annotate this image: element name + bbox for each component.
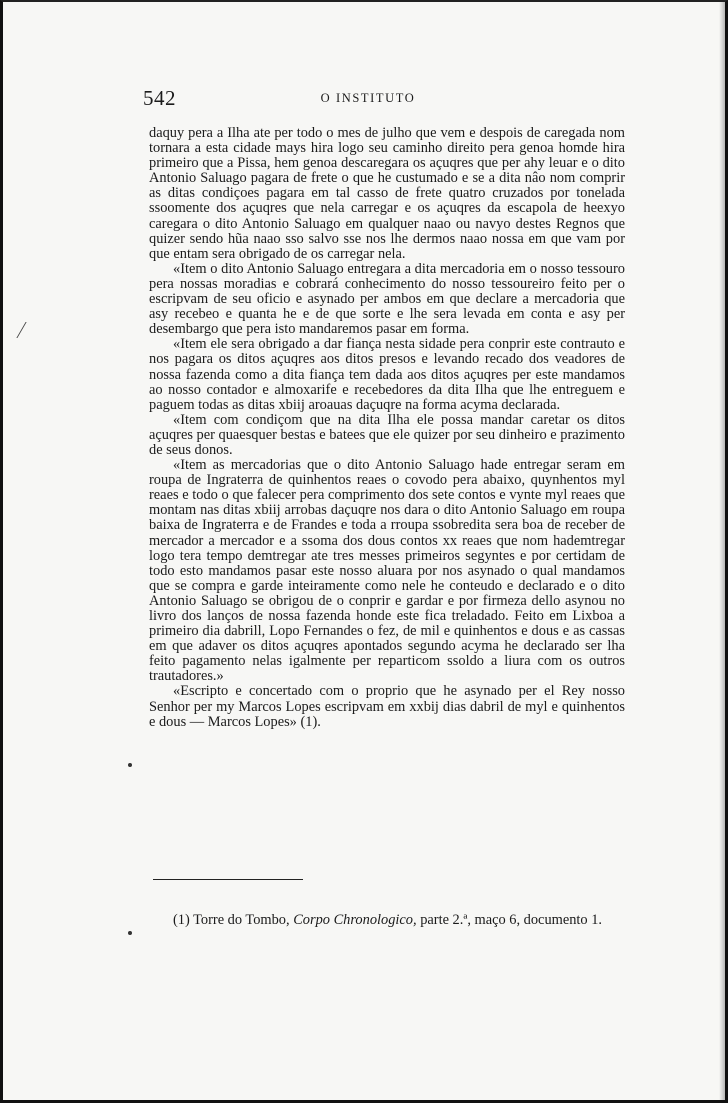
paragraph-6: «Escripto e concertado com o proprio que he asynado per el Rey nosso Senhor per my Marcos Lopes escripvam em xxbij dias dabril de myl e quinhentos e dous — Marcos Lopes» (1). (149, 683, 625, 730)
margin-mark (16, 322, 34, 338)
footnote-rule (153, 879, 303, 880)
paragraph-1: daquy pera a Ilha ate per todo o mes de julho que vem e despois de caregada nom tornara a esta cidade mays hira logo seu caminho direito pera genoa homde hira primeiro que a Pissa, hem genoa descaregara os açuqres que per ahy leuar e o dito Antonio Saluago pagara de frete o que he custumado e se a dita nâo nom comprir as ditas condiçoes pagara em tal casso de frete quatro cruzados por tonelada ssoomente dos açuqres que nela carregar e os açuqres da escapola de heexyo caregara o dito Antonio Saluago em qualquer naao ou navyo destes Regnos que quizer sendo hũa naao sso salvo sse nos lhe dermos naao nossa em que vam por que entam sera obrigado de os carregar nela. (149, 125, 625, 262)
margin-dot-icon (128, 931, 132, 935)
paragraph-3: «Item ele sera obrigado a dar fiança nesta sidade pera conprir este contrauto e nos pagara os ditos açuqres aos ditos presos e levando recado dos veadores de nossa fazenda como a dita fiança tem dada aos ditos açuqres per este mandamos ao nosso contador e almoxarife e recebedores da dita Ilha que lhe entreguem e paguem todas as ditas xbiij aroauas daçuqre na forma acyma declarada. (149, 336, 625, 413)
paragraph-2: «Item o dito Antonio Saluago entregara a dita mercadoria em o nosso tessouro pera nossas moradias e cobrará conhecimento do nosso tessoureiro feito per o escripvam de seu oficio e asynado per ambos em que declare a mercadoria que asy recebeo e quanta he e de que sorte e lhe sera levada em conta e asy per desembargo que pera isto mandaremos pasar em forma. (149, 260, 625, 338)
footnote-title: Corpo Chronologico, (293, 912, 417, 928)
page-edge-shadow (719, 2, 725, 1100)
paragraph-5: «Item as mercadorias que o dito Antonio Saluago hade entregar seram em roupa de Ingraterra de quinhentos reaes o covodo pera abaixo, quynhentos myl reaes e todo o que falecer pera comprimento dos sete contos e vynte myl reaes que montam nas ditas xbiij arrobas daçuqre nos dara o dito Antonio Saluago em roupa baixa de Ingraterra e de Frandes e toda a rroupa ssobredita sera boa de receber de mercador a mercador e a ssoma dos dous contos xx reaes que nom hademtregar logo tera tempo demtregar ate tres messes primeiros segyntes e por certidam de todo esto mandamos pasar este nosso aluara por nos asynado o qual mandamos que se compra e garde inteiramente como nele he conteudo e declarado e o dito Antonio Saluago se obrigou de o conprir e gardar e por firmeza dello asynou no livro dos lanços de nossa fazenda honde este fica treladado. Feito em Lixboa a primeiro dia dabrill, Lopo Fernandes o fez, de mil e quinhentos e dous e as cassas em que adaver os ditos açuqres apontados segundo acyma he declarado ser lha feito pagamento nelas igalmente per reparticom ssoldo a liura com os outros trautadores.» (149, 457, 625, 685)
page-header (143, 86, 593, 108)
running-title: O INSTITUTO (320, 91, 416, 105)
page-number: 542 (143, 86, 176, 110)
paragraph-4: «Item com condiçom que na dita Ilha ele possa mandar caretar os ditos açuqres per quaesquer bestas e batees que ele quizer por seu dinheiro e prazimento de seus donos. (149, 411, 625, 458)
footnote-text-before: Torre do Tombo, (193, 912, 290, 928)
footnote-marker: (1) (173, 912, 190, 928)
margin-dot-icon (128, 763, 132, 767)
footnote-text-after: parte 2.ª, maço 6, documento 1. (420, 912, 603, 928)
main-text (149, 126, 625, 730)
footnote (149, 912, 625, 929)
